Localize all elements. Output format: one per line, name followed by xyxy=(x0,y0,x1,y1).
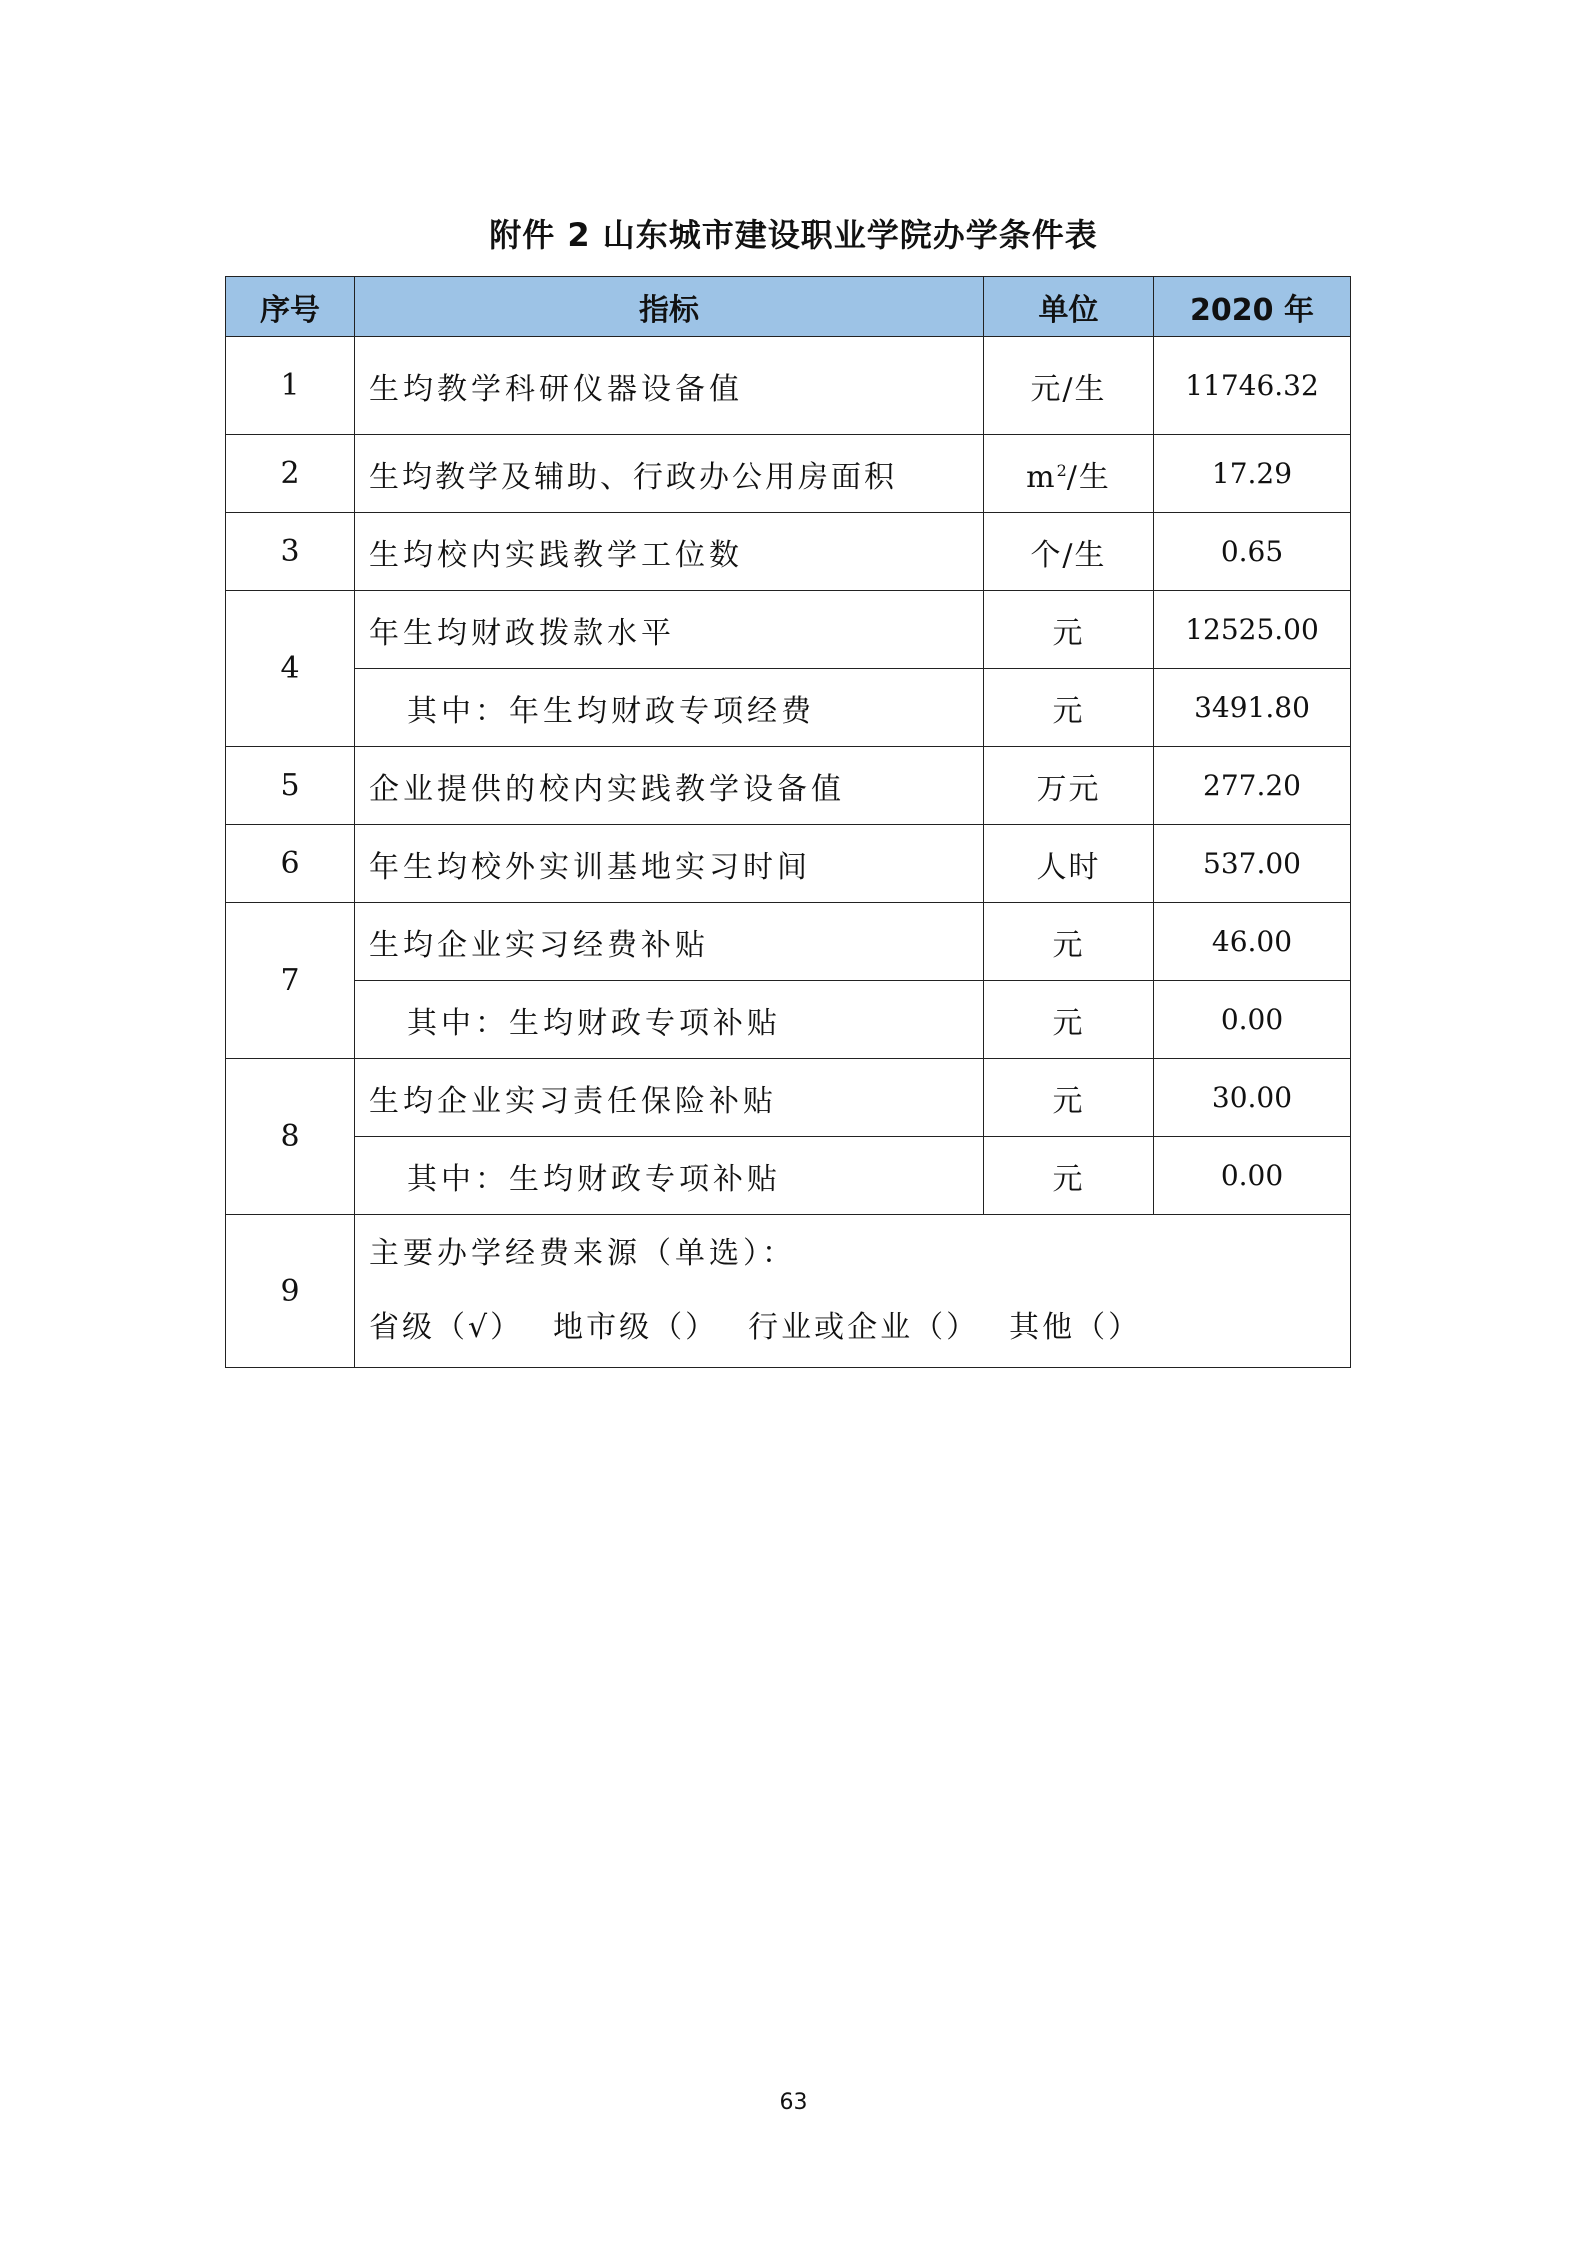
subrow-indicator: 其中：生均财政专项补贴 xyxy=(355,981,984,1059)
row-no: 5 xyxy=(226,747,355,825)
row-value: 17.29 xyxy=(1154,435,1351,513)
subrow-value: 0.00 xyxy=(1154,981,1351,1059)
row-indicator: 生均校内实践教学工位数 xyxy=(355,513,984,591)
table-subrow xyxy=(226,1137,1351,1215)
row-indicator: 年生均校外实训基地实习时间 xyxy=(355,825,984,903)
unit-superscript: 2 xyxy=(1056,460,1067,480)
row-no: 9 xyxy=(226,1215,355,1368)
row-no: 2 xyxy=(226,435,355,513)
row-no: 6 xyxy=(226,825,355,903)
table-row xyxy=(226,435,1351,513)
conditions-table xyxy=(225,276,1351,1368)
subrow-value: 3491.80 xyxy=(1154,669,1351,747)
subrow-value: 0.00 xyxy=(1154,1137,1351,1215)
funding-source-row xyxy=(226,1215,1351,1368)
header-indicator: 指标 xyxy=(355,277,984,337)
table-subrow xyxy=(226,669,1351,747)
row-unit: 万元 xyxy=(984,747,1154,825)
funding-source-options xyxy=(355,1291,1350,1365)
row-unit: 元 xyxy=(984,903,1154,981)
row-unit: 元/生 xyxy=(984,337,1154,435)
document-title: 附件 2 山东城市建设职业学院办学条件表 xyxy=(489,216,1098,254)
subrow-indicator: 其中：生均财政专项补贴 xyxy=(355,1137,984,1215)
row-value: 277.20 xyxy=(1154,747,1351,825)
subrow-unit: 元 xyxy=(984,669,1154,747)
row-indicator: 生均教学及辅助、行政办公用房面积 xyxy=(355,435,984,513)
row-no: 7 xyxy=(226,903,355,1059)
row-value: 30.00 xyxy=(1154,1059,1351,1137)
subrow-indicator: 其中：年生均财政专项经费 xyxy=(355,669,984,747)
table-row xyxy=(226,513,1351,591)
header-no: 序号 xyxy=(226,277,355,337)
row-indicator: 年生均财政拨款水平 xyxy=(355,591,984,669)
funding-source-cell xyxy=(355,1215,1351,1368)
option-municipal: 地市级（） xyxy=(553,1310,719,1345)
row-no: 1 xyxy=(226,337,355,435)
row-no: 3 xyxy=(226,513,355,591)
row-unit: 元 xyxy=(984,1059,1154,1137)
row-value: 0.65 xyxy=(1154,513,1351,591)
funding-source-label: 主要办学经费来源（单选）： xyxy=(369,1236,796,1271)
header-year: 2020 年 xyxy=(1154,277,1351,337)
table-row xyxy=(226,337,1351,435)
table-row xyxy=(226,1059,1351,1137)
row-indicator: 生均教学科研仪器设备值 xyxy=(355,337,984,435)
row-unit: 个/生 xyxy=(984,513,1154,591)
row-no: 8 xyxy=(226,1059,355,1215)
option-provincial: 省级（√） xyxy=(369,1310,524,1345)
row-value: 11746.32 xyxy=(1154,337,1351,435)
table-row xyxy=(226,591,1351,669)
table-header-row xyxy=(226,277,1351,337)
row-unit: 元 xyxy=(984,591,1154,669)
header-unit: 单位 xyxy=(984,277,1154,337)
row-indicator: 生均企业实习经费补贴 xyxy=(355,903,984,981)
option-industry: 行业或企业（） xyxy=(748,1310,980,1345)
table-row xyxy=(226,903,1351,981)
page-number: 63 xyxy=(779,2090,808,2115)
row-unit: 人时 xyxy=(984,825,1154,903)
row-no: 4 xyxy=(226,591,355,747)
subrow-unit: 元 xyxy=(984,981,1154,1059)
unit-base: m xyxy=(1026,459,1057,495)
row-value: 46.00 xyxy=(1154,903,1351,981)
row-indicator: 生均企业实习责任保险补贴 xyxy=(355,1059,984,1137)
unit-rest: /生 xyxy=(1066,459,1111,495)
table-row xyxy=(226,825,1351,903)
option-other: 其他（） xyxy=(1009,1310,1142,1345)
row-value: 537.00 xyxy=(1154,825,1351,903)
row-unit xyxy=(984,435,1154,513)
row-indicator: 企业提供的校内实践教学设备值 xyxy=(355,747,984,825)
table-subrow xyxy=(226,981,1351,1059)
subrow-unit: 元 xyxy=(984,1137,1154,1215)
table-row xyxy=(226,747,1351,825)
row-value: 12525.00 xyxy=(1154,591,1351,669)
